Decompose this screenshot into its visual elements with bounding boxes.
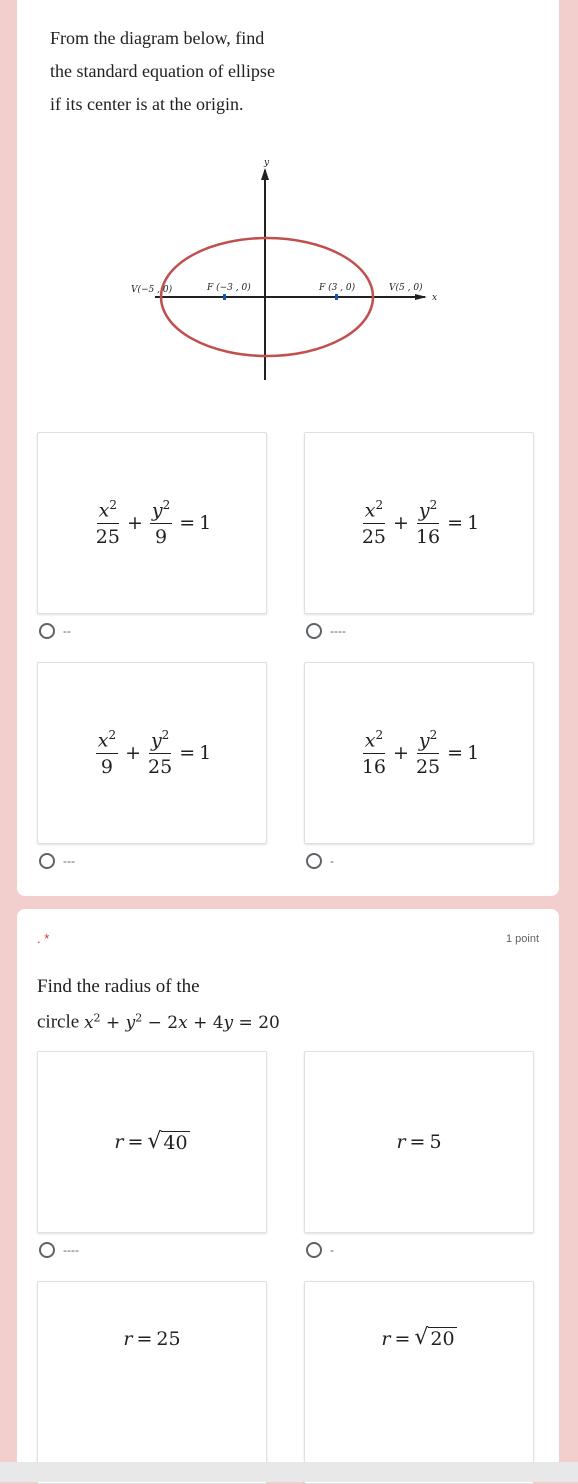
focus-left-label: F (−3 , 0) xyxy=(207,283,251,293)
equation: r = 5 xyxy=(396,1131,442,1153)
lhs: r xyxy=(123,1327,133,1350)
choice-caption: - xyxy=(330,1243,334,1257)
choice-image-1[interactable] xyxy=(37,432,267,614)
choice-radio-row-3[interactable] xyxy=(39,853,75,869)
prompt-word: circle xyxy=(37,1011,80,1033)
vertex-left-label: V(−5 , 0) xyxy=(131,285,173,295)
focus-marker-left xyxy=(223,294,226,300)
radicand: 20 xyxy=(430,1328,455,1350)
square-root: √ 20 xyxy=(414,1325,455,1350)
prompt-line xyxy=(37,1002,357,1039)
choice-radio-row-1[interactable] xyxy=(39,623,71,639)
choice-radio-row-1[interactable] xyxy=(39,1242,79,1258)
radio-button[interactable] xyxy=(306,853,322,869)
choice-caption: -- xyxy=(63,624,71,638)
focus-right-label: F (3 , 0) xyxy=(319,283,356,293)
y-denominator: 25 xyxy=(148,756,173,779)
equation: r = 25 xyxy=(123,1327,181,1350)
equation: $\frac{x^2}{25}$ + $\frac{y^2}{9}$ = 1 xyxy=(95,497,212,549)
value: 25 xyxy=(156,1327,181,1350)
y-denominator: 9 xyxy=(155,526,168,549)
choice-image-3[interactable] xyxy=(37,662,267,844)
y-denominator: 16 xyxy=(415,526,441,549)
choice-caption: - xyxy=(330,854,334,868)
x-denominator: 16 xyxy=(361,756,387,779)
radio-button[interactable] xyxy=(306,623,322,639)
focus-marker-right xyxy=(335,294,338,300)
prompt-line: the standard equation of ellipse xyxy=(50,61,275,81)
lhs: r xyxy=(381,1327,391,1350)
ellipse-diagram xyxy=(97,155,457,385)
x-denominator: 25 xyxy=(95,526,120,549)
choice-radio-row-4[interactable] xyxy=(306,853,334,869)
choice-image-4[interactable] xyxy=(304,1281,534,1484)
prompt-line: From the diagram below, find xyxy=(50,28,265,48)
value: 5 xyxy=(429,1131,442,1153)
rhs: 1 xyxy=(467,742,480,764)
rhs: 1 xyxy=(199,512,212,534)
choice-image-2[interactable] xyxy=(304,1051,534,1233)
question-card-circle xyxy=(17,909,559,1482)
question-prompt xyxy=(37,971,357,1039)
choice-radio-row-2[interactable] xyxy=(306,623,346,639)
points-label: 1 point xyxy=(505,933,539,945)
radio-button[interactable] xyxy=(39,853,55,869)
required-marker: . * xyxy=(37,931,50,946)
equation: $\frac{x^2}{16}$ + $\frac{y^2}{25}$ = 1 xyxy=(361,727,480,779)
square-root: √ 40 xyxy=(147,1128,188,1154)
y-axis-arrow xyxy=(261,168,269,180)
prompt-line: if its center is at the origin. xyxy=(50,94,244,114)
equation: $\frac{x^2}{25}$ + $\frac{y^2}{16}$ = 1 xyxy=(361,497,480,549)
question-card-ellipse xyxy=(17,0,559,896)
x-axis-arrow xyxy=(415,294,427,300)
choice-caption: ---- xyxy=(63,1243,79,1257)
x-denominator: 25 xyxy=(361,526,387,549)
y-axis-label: y xyxy=(264,158,270,168)
rhs: 1 xyxy=(467,512,480,534)
choice-image-1[interactable] xyxy=(37,1051,267,1233)
choice-image-2[interactable] xyxy=(304,432,534,614)
equation: r = √ 40 xyxy=(114,1128,188,1154)
radicand: 40 xyxy=(163,1131,188,1154)
radio-button[interactable] xyxy=(39,623,55,639)
question-prompt xyxy=(50,22,350,121)
radio-button[interactable] xyxy=(306,1242,322,1258)
bottom-bar xyxy=(0,1462,578,1482)
rhs: 1 xyxy=(199,742,212,764)
circle-equation: $x^2 + y^2 - 2x + 4y = 20$ xyxy=(83,1011,280,1033)
choice-caption: ---- xyxy=(330,624,346,638)
lhs: r xyxy=(114,1131,124,1153)
y-denominator: 25 xyxy=(415,756,441,779)
choice-image-3[interactable] xyxy=(37,1281,267,1484)
prompt-line: Find the radius of the xyxy=(37,976,200,997)
vertex-right-label: V(5 , 0) xyxy=(389,283,423,293)
equation: $\frac{x^2}{9}$ + $\frac{y^2}{25}$ = 1 xyxy=(97,727,212,779)
choice-image-4[interactable] xyxy=(304,662,534,844)
x-axis-label: x xyxy=(432,293,438,303)
x-denominator: 9 xyxy=(100,756,113,779)
equation: r = √ 20 xyxy=(381,1325,455,1350)
lhs: r xyxy=(396,1131,406,1153)
choice-radio-row-2[interactable] xyxy=(306,1242,334,1258)
radio-button[interactable] xyxy=(39,1242,55,1258)
choice-caption: --- xyxy=(63,854,75,868)
